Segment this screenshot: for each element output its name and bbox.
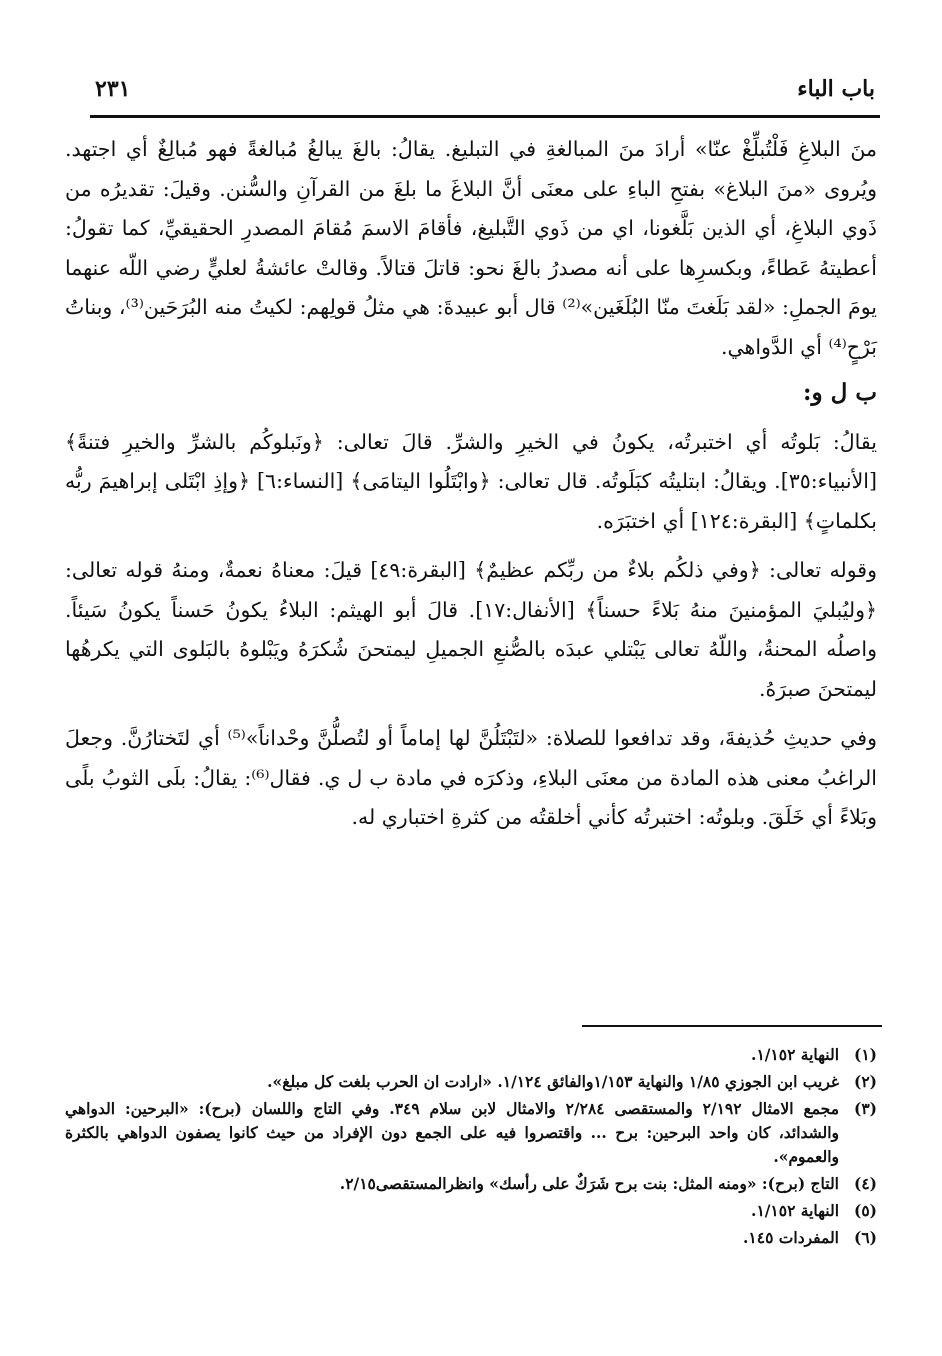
footnote xyxy=(65,1070,877,1094)
footnote-text: النهاية ١/١٥٢. xyxy=(751,1201,839,1220)
paragraph-gap xyxy=(65,541,877,551)
paragraph-3: وقوله تعالى: ﴿وفي ذلكُم بلاءٌ من ربِّكم عظيمٌ﴾ [البقرة:٤٩] قيلَ: معناهُ نعمةٌ، ومنهُ قوله تعالى: ﴿وليُبليَ المؤمنينَ منهُ بَلاءً حسناً﴾ [الأنفال:١٧]. قالَ أبو الهيثم: البلاءُ يكونُ حَسناً يكونُ سَيئاً. واصلُه المحنةُ، واللّهُ تعالى يَبْتلي عبدَه بالصُّنعِ الجميلِ ليمتحنَ شُكرَهُ ويَبْلوهُ بالبَلوى التي يكرهُها ليمتحنَ صبرَهُ. xyxy=(65,558,878,701)
footnote-text: مجمع الامثال ٢/١٩٢ والمستقصى ٢/٢٨٤ والامثال لابن سلام ٣٤٩. وفي التاج واللسان (برح): «البرحين: الدواهي والشدائد، كان واحد البرحين: برح ... واقتصروا فيه على الجمع دون الإفراد من حيث كانوا يصفون الدواهي بالكثرة والعموم». xyxy=(65,1099,839,1166)
footnote-rule xyxy=(582,1025,882,1027)
footnote-number: (٦) xyxy=(853,1228,877,1247)
footnote xyxy=(65,1199,877,1223)
paragraph-1: منَ البلاغِ فَلْتُبلِّغْ عنّا» أرادَ منَ المبالغةِ في التبليغ. يقالُ: بالغَ يبالغُ مُبالغةً فهو مُبالِغٌ أي اجتهد. ويُروى «منَ البلاغ» بفتحِ الباءِ على معنَى أنَّ البلاغَ ما بلغَ من القرآنِ والسُّنن. وقيلَ: تقديرُه من ذَوي البلاغِ، أي الذين بَلَّغونا، اي من ذَوي التَّبليغ، فأقامَ الاسمَ مُقامَ المصدرِ الحقيقيِّ، كما تقولُ: أعطيتهُ عَطاءً، وبكسرِها على أنه مصدرُ بالغَ نحو: قاتلَ قتالاً. وقالتْ عائشةُ لعليٍّ رضي اللّه عنهما يومَ الجملِ: «لقد بَلَغتَ منّا البُلَغَين»⁽²⁾ قال أبو عبيدةَ: هي مثلُ قولِهم: لكيتُ منه البُرَحَين⁽³⁾، وبناتُ بَرْحٍ⁽⁴⁾ أي الدَّواهي. xyxy=(65,137,877,359)
paragraph-4: وفي حديثِ حُذيفةَ، وقد تدافعوا للصلاة: «لتَبْتَلُنَّ لها إماماً أو لتُصلُّنَّ وحْداناً»⁽⁵⁾ أي لتَختارُنَّ. وجعلَ الراغبُ معنى هذه المادة من معنَى البلاءِ، وذكرَه في مادة ب ل ي. فقال⁽⁶⁾: يقالُ: بلَى الثوبُ بلًى وبَلاءً أي خَلَقَ. وبلوتُه: اختبرتُه كأني أخلقتُه من كثرةِ اختباري له. xyxy=(65,726,877,829)
page-header xyxy=(95,72,875,112)
main-text xyxy=(65,130,877,838)
footnote-text: النهاية ١/١٥٢. xyxy=(751,1045,839,1064)
footnote-number: (١) xyxy=(853,1045,877,1064)
root-heading: ب ل و: xyxy=(803,379,877,406)
header-rule xyxy=(90,115,880,118)
footnote-number: (٤) xyxy=(853,1174,877,1193)
footnote xyxy=(65,1097,877,1169)
footnote-text: غريب ابن الجوزي ١/٨٥ والنهاية ١/١٥٣والفائق ١/١٢٤. «ارادت ان الحرب بلغت كل مبلغ». xyxy=(267,1072,839,1091)
footnote-number: (٥) xyxy=(853,1201,877,1220)
footnote-text: التاج (برح): «ومنه المثل: بنت برح شَرَكٌ على رأسك» وانظرالمستقصى٢/١٥. xyxy=(339,1174,839,1193)
paragraph-2: يقالُ: بَلوتُه أي اختبرتُه، يكونُ في الخيرِ والشرِّ. قالَ تعالى: ﴿ونَبلوكُم بالشرِّ والخيرِ فتنةً﴾ [الأنبياء:٣٥]. ويقالُ: ابتليتُه كبَلَوتُه. قال تعالى: ﴿وابْتَلُوا اليتامَى﴾ [النساء:٦] ﴿وإذِ ابْتَلى إبراهيمَ ربُّه بكلماتٍ﴾ [البقرة:١٢٤] أي اختبَرَه. xyxy=(65,429,877,533)
footnote xyxy=(65,1043,877,1067)
footnote xyxy=(65,1172,877,1196)
footnote xyxy=(65,1226,877,1250)
running-title: باب الباء xyxy=(797,76,875,102)
footnote-text: المفردات ١٤٥. xyxy=(743,1228,839,1247)
page-number: ٢٣١ xyxy=(95,76,131,102)
paragraph-gap xyxy=(65,709,877,719)
footnote-number: (٣) xyxy=(853,1099,877,1118)
footnote-number: (٢) xyxy=(853,1072,877,1091)
footnotes xyxy=(65,1043,877,1253)
